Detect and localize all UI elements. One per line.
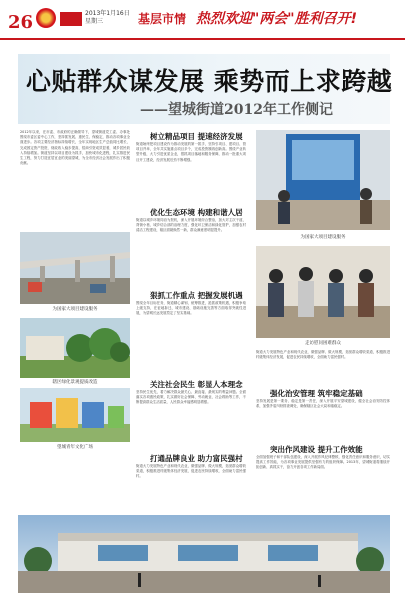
header-slogan: 热烈欢迎"两会"胜利召开! [196, 11, 357, 27]
section-heading: 树立精品项目 提速经济发展 [150, 132, 243, 141]
section-body: 全面加强班子和干部队伍建设，深入开展作风纪律整顿，强化责任意识和服务意识，切实提高工作效能，为各项事业发展提供坚强有力的组织保障。2013年，望城街道将继续开拓创新、真抓实干，奋力开创各项工作新局面。 [256, 455, 390, 470]
section-heading: 狠抓工作重点 把握发展机遇 [150, 291, 243, 300]
section-body: 围绕全年目标任务，街道精心谋划、统筹推进，抢抓政策机遇，积极争取上级支持，在征地拆迁、城市建设、基础设施完善等方面取得突破性进展，为望城长远发展奠定了坚实基础。 [136, 301, 246, 316]
section-body: 坚持民生优先，着力解决群众最关心、最直接、最现实的利益问题。全面落实各项惠民政策，扎实做好社会保障、劳动就业、社会救助等工作，不断提高群众生活质量，人民群众幸福感明显增强。 [136, 390, 246, 405]
photo-elevated-road [20, 232, 130, 304]
intro-text: 2012年以来，在市委、市政府的正确领导下，望城街道党工委、办事处围绕市委区委中心工作，坚持抓发展、惠民生、保稳定，推动各项事业全面进步。各项主要经济指标持续增长，全年实现地区生产总值同比增长，完成固定资产投资，财政收入稳步提高，招商引资成效显著，城乡居民收入持续增加。街道坚持以项目建设为抓手，加快城市化进程，扎实推进民生工程，努力打造宜居宜业的美丽望城，为全市经济社会发展作出了积极贡献。 [20, 130, 130, 166]
section-body: 街道始终把项目建设作为推动发展的第一抓手，坚持引项目、建项目、管项目并举，全年共实施重点项目多个，完成投资额再创新高。围绕产业转型升级，大力引进优质企业，狠抓项目落地和服务保障，推动一批重大项目开工建设，经济发展后劲不断增强。 [136, 142, 246, 162]
section-heading: 强化治安管理 筑牢稳定基础 [270, 389, 363, 398]
section-body-continued: 街道大力发展特色产业和现代农业，做强品牌、做大规模，拓宽群众增收渠道，积极推进村级集体经济发展，促进农民持续增收，全面助力富民强村。 [256, 350, 390, 360]
article-subtitle: ——望城街道2012年工作侧记 [140, 102, 333, 118]
photo-project-poster [256, 130, 390, 230]
section-body: 街道以城乡环境同治为契机，深入开展环境综合整治，加大对主次干道、背街小巷、城乡结合部的治理力度，强化环卫保洁和绿化管护，加强农村清洁工程建设，辖区面貌焕然一新，群众满意度明显提升。 [136, 218, 246, 233]
section-heading: 突出作风建设 提升工作效能 [270, 445, 363, 454]
section-heading: 关注社会民生 彰显人本理念 [150, 380, 243, 389]
photo-youth-plaza [20, 388, 130, 442]
emblem-icon [36, 8, 56, 28]
caption-photo3: 望城青年文化广场 [57, 445, 93, 450]
photo-visiting [256, 246, 390, 338]
photo-panorama [18, 515, 390, 593]
masthead-red-block [60, 12, 82, 26]
section-name: 基层市情 [138, 12, 187, 26]
caption-photo4: 为国家大项目建设服务 [300, 235, 346, 240]
section-body: 坚持发展是第一要务、稳定是第一责任，深入开展平安望城建设，健全社会治安防控体系，加强矛盾纠纷排查调处，确保辖区社会大局和谐稳定。 [256, 399, 390, 409]
caption-visiting: 走访慰问困难群众 [305, 341, 341, 346]
article-title: 心贴群众谋发展 乘势而上求跨越 [26, 67, 393, 96]
caption-photo1: 为国家大项目建设服务 [52, 307, 98, 312]
page-number: 26 [8, 12, 34, 33]
issue-date: 2013年1月16日 星期三 [85, 10, 130, 25]
caption-photo2: 辖区绿化景观提质改造 [52, 380, 98, 385]
section-body: 街道大力发展特色产业和现代农业，做强品牌、做大规模，拓宽群众增收渠道，积极推进村级集体经济发展，促进农民持续增收，全面助力富民强村。 [136, 464, 246, 479]
section-heading: 优化生态环境 构建和谐人居 [150, 208, 243, 217]
photo-greening [20, 318, 130, 378]
section-heading: 打通品牌良业 助力富民强村 [150, 454, 243, 463]
